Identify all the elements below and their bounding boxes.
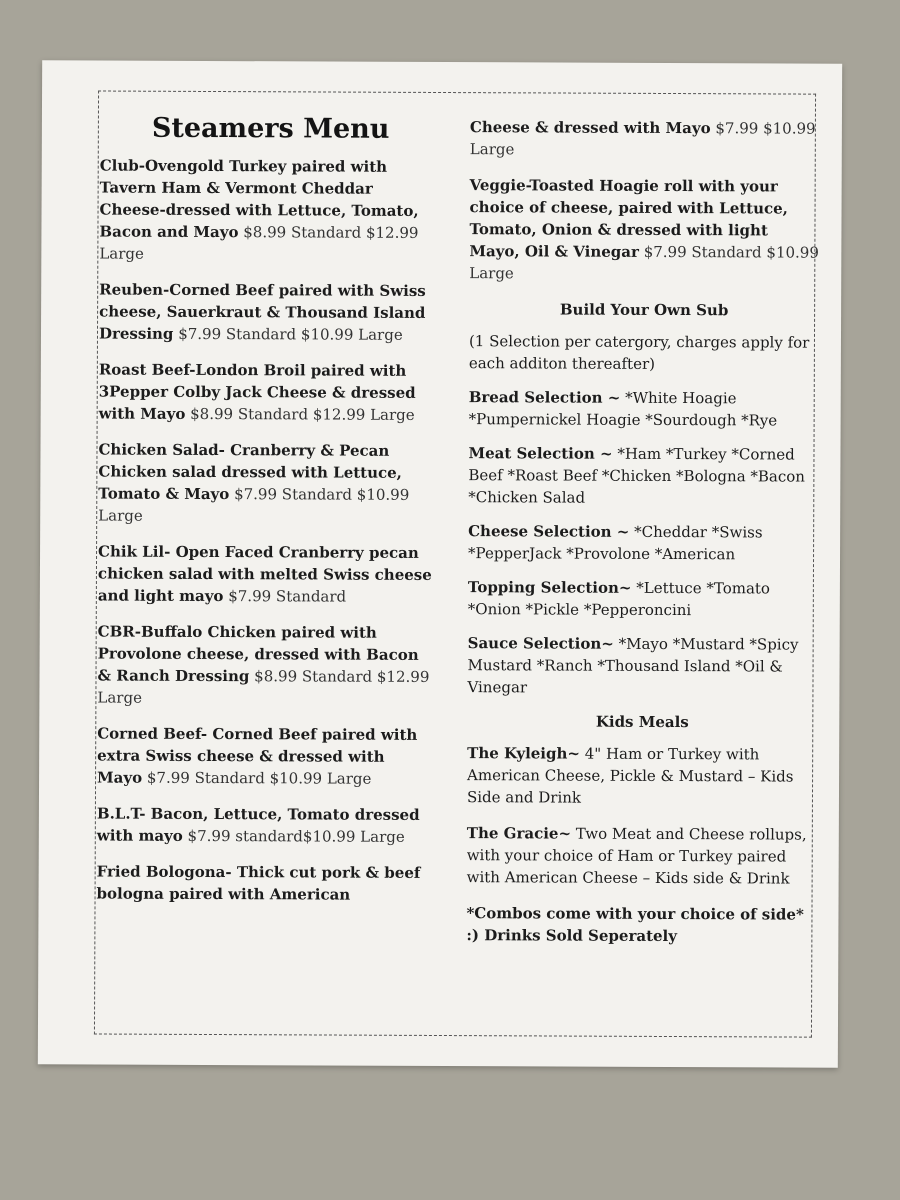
item-name: CBR-Buffalo Chicken paired with Provolone cheese, dressed with Bacon & Ranch Dressing [97,622,419,686]
item-price: $7.99 Standard $10.99 Large [178,324,403,344]
selection-row [467,632,817,700]
menu-item [98,439,434,528]
menu-item [98,541,434,608]
combo-note: *Combos come with your choice of side* :) Drinks Sold Seperately [466,904,804,946]
menu-item [99,359,435,426]
item-name: Corned Beef- Corned Beef paired with extra Swiss cheese & dressed with Mayo [97,724,418,787]
item-name: Cheese & dressed with Mayo [469,118,711,138]
item-price: $7.99 Standard $10.99 Large [469,242,819,283]
item-price: $7.99 Standard $10.99 Large [98,485,410,525]
item-price: $7.99 Standard $10.99 Large [146,768,372,788]
item-price: $7.99 $10.99 Large [469,119,816,159]
menu-item [470,116,820,162]
item-price: $7.99 Standard [228,587,347,606]
selection-row [468,576,818,622]
build-your-own-heading: Build Your Own Sub [559,300,729,320]
selection-label: Bread Selection ~ [468,388,621,407]
menu-item [97,803,433,848]
item-price: $8.99 Standard $12.99 Large [99,223,419,263]
selection-label: Topping Selection~ [467,578,632,597]
item-name: Veggie-Toasted Hoagie roll with your choice of cheese, paired with Lettuce, Tomato, Onion & dressed with light Mayo, Oil & Vinegar [469,176,788,261]
item-name: Chik Lil- Open Faced Cranberry pecan chicken salad with melted Swiss cheese and light mayo [97,542,432,606]
selection-options: *White Hoagie *Pumpernickel Hoagie *Sourdough *Rye [468,388,778,430]
kids-item-desc: Two Meat and Cheese rollups, with your choice of Ham or Turkey paired with American Cheese – Kids side & Drink [466,824,807,888]
menu-title: Steamers Menu [151,112,390,145]
right-column [466,62,820,1068]
item-price: $7.99 standard$10.99 Large [187,826,405,846]
build-note: (1 Selection per catergory, charges apply for each additon thereafter) [468,332,810,373]
item-name: Club-Ovengold Turkey paired with Tavern Ham & Vermont Cheddar Cheese-dressed with Lettuce, Tomato, Bacon and Mayo [99,156,419,242]
selection-label: Meat Selection ~ [468,444,613,463]
selection-label: Sauce Selection~ [467,634,614,653]
item-name: B.L.T- Bacon, Lettuce, Tomato dressed with mayo [96,804,420,845]
kids-item-name: The Kyleigh~ [467,744,581,763]
menu-item [97,723,433,790]
selection-row [469,386,819,432]
kids-item [467,742,817,810]
kids-item-desc: 4" Ham or Turkey with American Cheese, Pickle & Mustard – Kids Side and Drink [466,744,794,807]
selection-options: *Ham *Turkey *Corned Beef *Roast Beef *Chicken *Bologna *Bacon *Chicken Salad [468,444,806,507]
selection-row [468,442,818,510]
item-name: Chicken Salad- Cranberry & Pecan Chicken salad dressed with Lettuce, Tomato & Mayo [98,440,402,504]
selection-options: *Lettuce *Tomato *Onion *Pickle *Pepperoncini [467,578,771,620]
selection-options: *Mayo *Mustard *Spicy Mustard *Ranch *Thousand Island *Oil & Vinegar [467,634,799,697]
selection-options: *Cheddar *Swiss *PepperJack *Provolone *American [468,522,763,564]
item-name: Roast Beef-London Broil paired with 3Pepper Colby Jack Cheese & dressed with Mayo [98,360,416,423]
kids-meals-heading: Kids Meals [595,712,689,732]
selection-row [468,520,818,566]
menu-paper [38,60,842,1067]
menu-item [97,621,433,710]
item-price: $8.99 Standard $12.99 Large [97,667,430,707]
item-price: $8.99 Standard $12.99 Large [190,404,415,424]
menu-item [99,155,435,266]
menu-item [97,861,433,906]
menu-item [469,174,819,286]
kids-item-name: The Gracie~ [466,824,572,843]
menu-item [99,279,435,346]
left-column [96,61,436,1066]
item-name: Fried Bologona- Thick cut pork & beef bologna paired with American [96,862,421,904]
selection-label: Cheese Selection ~ [468,522,630,541]
kids-item [467,822,817,890]
item-name: Reuben-Corned Beef paired with Swiss cheese, Sauerkraut & Thousand Island Dressing [98,280,426,343]
